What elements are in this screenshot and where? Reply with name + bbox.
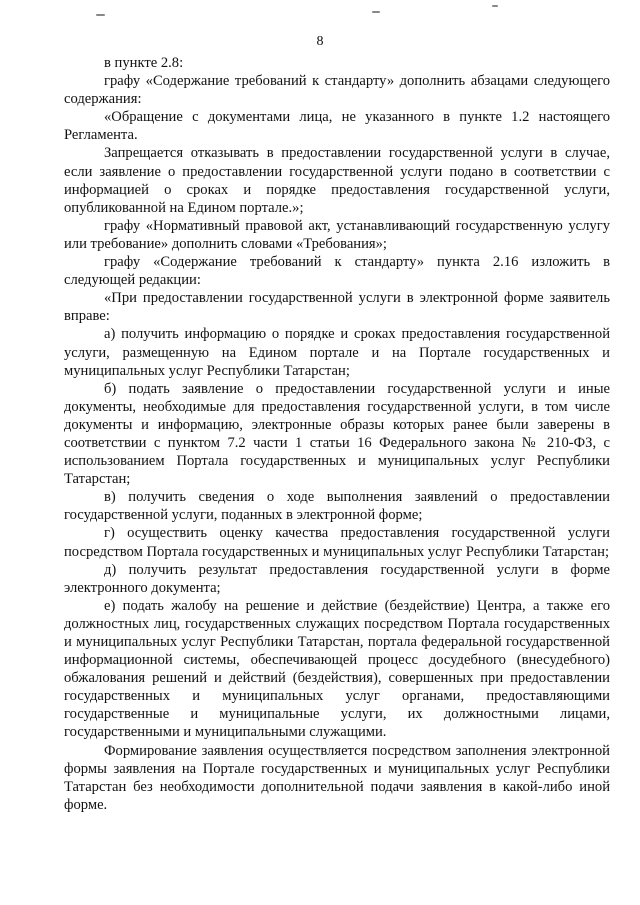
paragraph: б) подать заявление о предоставлении государственной услуги и иные документы, необходимые для предоставления государственной услуги, в том числе документы и информацию, электронные образы которых ранее были заверены в соответствии с пунктом 7.2 части 1 статьи 16 Федерального закона № 210-ФЗ, с использованием Портала государственных и муниципальных услуг Республики Татарстан; bbox=[64, 380, 610, 488]
paragraph: графу «Содержание требований к стандарту» пункта 2.16 изложить в следующей редакции: bbox=[64, 254, 610, 289]
scan-mark bbox=[372, 11, 380, 13]
paragraph: в пункте 2.8: bbox=[104, 55, 184, 71]
paragraph: Запрещается отказывать в предоставлении государственной услуги в случае, если заявление о предоставлении государственной услуги подано в соответствии с информацией о сроках и порядке предоставления государственной услуги, опубликованной на Едином портале.»; bbox=[64, 145, 610, 216]
paragraph: Формирование заявления осуществляется посредством заполнения электронной формы заявления на Портале государственных и муниципальных услуг Республики Татарстан без необходимости дополнительной подачи заявления в какой-либо иной форме. bbox=[64, 742, 610, 813]
paragraph: г) осуществить оценку качества предоставления государственной услуги посредством Портала государственных и муниципальных услуг Республики Татарстан; bbox=[64, 525, 610, 560]
paragraph: графу «Нормативный правовой акт, устанавливающий государственную услугу или требование» дополнить словами «Требования»; bbox=[64, 217, 610, 252]
paragraph: а) получить информацию о порядке и сроках предоставления государственной услуги, размещенную на Едином портале и на Портале государственных и муниципальных услуг Республики Татарстан; bbox=[64, 326, 610, 379]
scan-mark bbox=[96, 14, 105, 16]
paragraph: «При предоставлении государственной услуги в электронной форме заявитель вправе: bbox=[64, 290, 610, 325]
page-number: 8 bbox=[316, 34, 324, 49]
scan-mark bbox=[492, 5, 498, 7]
paragraph: е) подать жалобу на решение и действие (бездействие) Центра, а также его должностных лиц, государственных служащих посредством Портала государственных и муниципальных услуг Республики Татарстан, портала федеральной государственной информационной системы, обеспечивающей процесс досудебного (внесудебного) обжалования решений и действий (бездействия), совершенных при предоставлении государственных и муниципальных услуг органами, предоставляющими государственные и муниципальные услуги, их должностными лицами, государственными и муниципальными служащими. bbox=[64, 597, 610, 741]
document-body bbox=[64, 54, 610, 814]
paragraph: в) получить сведения о ходе выполнения заявлений о предоставлении государственной услуги, поданных в электронной форме; bbox=[64, 489, 610, 524]
paragraph: графу «Содержание требований к стандарту» дополнить абзацами следующего содержания: bbox=[64, 73, 610, 108]
paragraph: д) получить результат предоставления государственной услуги в форме электронного документа; bbox=[64, 561, 610, 596]
paragraph: «Обращение с документами лица, не указанного в пункте 1.2 настоящего Регламента. bbox=[64, 109, 610, 144]
